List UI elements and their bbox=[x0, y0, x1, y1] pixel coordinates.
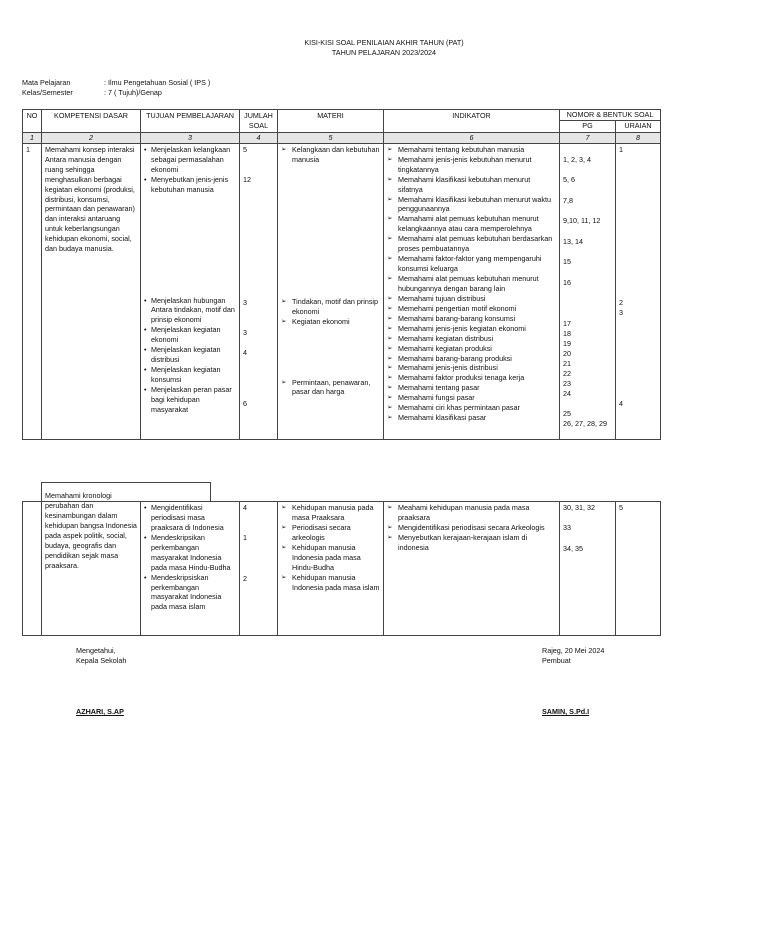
indikator-cell bbox=[384, 502, 560, 636]
list-item: • Menjelaskan kegiatan distribusi bbox=[144, 345, 236, 365]
jumlah-soal-cell bbox=[240, 502, 278, 636]
jumlah-value: 12 bbox=[243, 174, 251, 184]
list-item: ➢ Memahami jenis-jenis distribusi bbox=[387, 363, 556, 373]
document-subtitle: TAHUN PELAJARAN 2023/2024 bbox=[331, 48, 437, 57]
col-number: 6 bbox=[384, 132, 560, 143]
col-number: 5 bbox=[278, 132, 384, 143]
uraian-cell bbox=[616, 502, 661, 636]
header-tujuan: TUJUAN PEMBELAJARAN bbox=[141, 110, 240, 133]
materi-cell bbox=[278, 143, 384, 439]
pg-value: 25 bbox=[563, 408, 571, 418]
class-label: Kelas/Semester bbox=[22, 88, 73, 97]
list-item: ➢ Memahami tentang pasar bbox=[387, 383, 556, 393]
pg-cell bbox=[560, 502, 616, 636]
list-item: ➢ Menyebutkan kerajaan-kerajaan islam di indonesia bbox=[387, 533, 556, 553]
jumlah-value: 1 bbox=[243, 533, 247, 542]
list-item: ➢ Meahami kehidupan manusia pada masa praaksara bbox=[387, 503, 556, 523]
pg-value: 34, 35 bbox=[563, 544, 583, 553]
list-item: ➢ Memahami fungsi pasar bbox=[387, 393, 556, 403]
principal-name: AZHARI, S.AP bbox=[76, 707, 124, 716]
kisi-kisi-table-continued bbox=[22, 491, 661, 636]
row-number bbox=[23, 502, 42, 636]
pg-value: 15 bbox=[563, 256, 571, 266]
list-item: • Mengidentifikasi periodisasi masa praaksara di Indonesia bbox=[144, 503, 236, 533]
pg-value: 30, 31, 32 bbox=[563, 503, 595, 512]
list-item: • Menjelaskan kegiatan ekonomi bbox=[144, 325, 236, 345]
jumlah-value: 4 bbox=[243, 347, 247, 357]
list-item: ➢ Mamahami alat pemuas kebutuhan menurut kelangkaannya atau cara memperolehnya bbox=[387, 214, 556, 234]
header-jumlah-soal: JUMLAH SOAL bbox=[240, 110, 278, 133]
header-indikator: INDIKATOR bbox=[384, 110, 560, 133]
list-item: ➢ Memahami alat pemuas kebutuhan menurut hubungannya dengan barang lain bbox=[387, 274, 556, 294]
materi-cell bbox=[278, 502, 384, 636]
pg-value: 19 bbox=[563, 338, 571, 348]
kompetensi-dasar-cell: Memahami konsep interaksi Antara manusia dengan ruang sehingga menghasulkan berbagai kegiatan ekonomi (produksi, distribusi, konsumsi, permintaan dan penawaran) dan interaksi antaruang untuk keberlangsungan kehidupan ekonomi, social, dan budaya manusia. bbox=[42, 143, 141, 439]
indikator-cell bbox=[384, 143, 560, 439]
jumlah-value: 5 bbox=[243, 144, 247, 154]
pg-value: 26, 27, 28, 29 bbox=[563, 418, 607, 428]
pg-value: 17 bbox=[563, 318, 571, 328]
list-item: ➢ Memahami jenis-jenis kegiatan ekonomi bbox=[387, 324, 556, 334]
principal-label: Kepala Sekolah bbox=[76, 656, 127, 665]
col-number: 4 bbox=[240, 132, 278, 143]
jumlah-value: 2 bbox=[243, 574, 247, 583]
kompetensi-dasar-text: Memahami kronologi perubahan dan kesinambungan dalam kehidupan bangsa Indonesia pada aspek politik, social, budaya, geografis dan pendidikan sejak masa praaksara. bbox=[45, 491, 137, 570]
list-item: ➢ Memahami ciri khas permintaan pasar bbox=[387, 403, 556, 413]
list-item: ➢ Kelangkaan dan kebutuhan manusia bbox=[281, 145, 380, 165]
list-item: ➢ Memehami pengertian motif ekonomi bbox=[387, 304, 556, 314]
row-number: 1 bbox=[23, 143, 42, 439]
list-item: ➢ Kehidupan manusia Indonesia pada masa islam bbox=[281, 573, 380, 593]
list-item: ➢ Kehidupan manusia Indonesia pada masa Hindu-Budha bbox=[281, 543, 380, 573]
list-item: ➢ Kehidupan manusia pada masa Praaksara bbox=[281, 503, 380, 523]
uraian-cell bbox=[616, 143, 661, 439]
kompetensi-dasar-cell bbox=[42, 491, 141, 636]
tujuan-cell bbox=[141, 502, 240, 636]
pg-value: 9,10, 11, 12 bbox=[563, 215, 601, 225]
list-item: ➢ Memahami barang-barang produksi bbox=[387, 354, 556, 364]
list-item: • Menjelaskan kelangkaan sebagai permasalahan ekonomi bbox=[144, 145, 236, 175]
pg-value: 23 bbox=[563, 378, 571, 388]
col-number: 8 bbox=[616, 132, 661, 143]
list-item: ➢ Memahami faktor produksi tenaga kerja bbox=[387, 373, 556, 383]
table-row bbox=[23, 502, 661, 636]
list-item: • Menjelaskan kegiatan konsumsi bbox=[144, 365, 236, 385]
list-item: ➢ Memahami kegiatan distribusi bbox=[387, 334, 556, 344]
subject-label: Mata Pelajaran bbox=[22, 78, 71, 87]
author-name: SAMIN, S.Pd.I bbox=[542, 707, 590, 716]
pg-value: 16 bbox=[563, 277, 571, 287]
jumlah-value: 3 bbox=[243, 327, 247, 337]
uraian-value: 3 bbox=[619, 307, 623, 317]
list-item: ➢ Periodisasi secara arkeologis bbox=[281, 523, 380, 543]
list-item: ➢ Mengidentifikasi periodisasi secara Arkeologis bbox=[387, 523, 556, 533]
list-item: ➢ Memahami barang-barang konsumsi bbox=[387, 314, 556, 324]
list-item: ➢ Kegiatan ekonomi bbox=[281, 317, 380, 327]
pg-value: 1, 2, 3, 4 bbox=[563, 154, 591, 164]
pg-value: 22 bbox=[563, 368, 571, 378]
col-number: 3 bbox=[141, 132, 240, 143]
acknowledged-label: Mengetahui, bbox=[76, 646, 116, 655]
jumlah-soal-cell bbox=[240, 143, 278, 439]
list-item: ➢ Memahami klasifikasi kebutuhan menurut waktu penggunaannya bbox=[387, 195, 556, 215]
list-item: ➢ Memahami tentang kebutuhan manusia bbox=[387, 145, 556, 155]
place-date: Rajeg, 20 Mei 2024 bbox=[542, 646, 605, 655]
pg-value: 20 bbox=[563, 348, 571, 358]
header-no: NO bbox=[23, 110, 42, 133]
list-item: ➢ Permintaan, penawaran, pasar dan harga bbox=[281, 378, 380, 398]
pg-value: 21 bbox=[563, 358, 571, 368]
pg-value: 5, 6 bbox=[563, 174, 575, 184]
list-item: ➢ Memahami jenis-jenis kebutuhan menurut tingkatannya bbox=[387, 155, 556, 175]
list-item: ➢ Memahami alat pemuas kebutuhan berdasarkan proses pembuatannya bbox=[387, 234, 556, 254]
header-kompetensi-dasar: KOMPETENSI DASAR bbox=[42, 110, 141, 133]
header-nomor-bentuk: NOMOR & BENTUK SOAL bbox=[560, 110, 661, 121]
list-item: ➢ Memahami klasifikasi kebutuhan menurut sifatnya bbox=[387, 175, 556, 195]
list-item: • Mendeskripsiskan perkembangan masyarakat Indonesia pada masa islam bbox=[144, 573, 236, 613]
jumlah-value: 4 bbox=[243, 503, 247, 512]
subject-value: : Ilmu Pengetahuan Sosial ( IPS ) bbox=[104, 78, 211, 87]
uraian-value: 5 bbox=[619, 503, 623, 512]
list-item: ➢ Memahami klasifikasi pasar bbox=[387, 413, 556, 423]
header-uraian: URAIAN bbox=[616, 121, 661, 132]
header-materi: MATERI bbox=[278, 110, 384, 133]
jumlah-value: 6 bbox=[243, 398, 247, 408]
col-number: 1 bbox=[23, 132, 42, 143]
kisi-kisi-table bbox=[22, 109, 661, 440]
col-number: 7 bbox=[560, 132, 616, 143]
header-pg: PG bbox=[560, 121, 616, 132]
pg-value: 24 bbox=[563, 388, 571, 398]
list-item: • Mendeskripsikan perkembangan masyarakat Indonesia pada masa Hindu-Budha bbox=[144, 533, 236, 573]
list-item: • Menjelaskan peran pasar bagi kehidupan masyarakat bbox=[144, 385, 236, 415]
class-value: : 7 ( Tujuh)/Genap bbox=[104, 88, 162, 97]
pg-value: 33 bbox=[563, 523, 571, 532]
header-row bbox=[23, 110, 661, 121]
uraian-value: 4 bbox=[619, 398, 623, 408]
list-item: ➢ Tindakan, motif dan prinsip ekonomi bbox=[281, 297, 380, 317]
pg-cell bbox=[560, 143, 616, 439]
list-item: • Menyebutkan jenis-jenis kebutuhan manusia bbox=[144, 175, 236, 195]
list-item: • Menjelaskan hubungan Antara tindakan, motif dan prinsip ekonomi bbox=[144, 296, 236, 326]
list-item: ➢ Memahami kegiatan produksi bbox=[387, 344, 556, 354]
pg-value: 7,8 bbox=[563, 195, 573, 205]
tujuan-cell bbox=[141, 143, 240, 439]
uraian-value: 1 bbox=[619, 144, 623, 154]
col-number: 2 bbox=[42, 132, 141, 143]
list-item: ➢ Memahami faktor-faktor yang mempengaruhi konsumsi keluarga bbox=[387, 254, 556, 274]
jumlah-value: 3 bbox=[243, 297, 247, 307]
column-number-row bbox=[23, 132, 661, 143]
document-title: KISI-KISI SOAL PENILAIAN AKHIR TAHUN (PAT) bbox=[304, 38, 464, 47]
pg-value: 18 bbox=[563, 328, 571, 338]
table-row bbox=[23, 143, 661, 439]
uraian-value: 2 bbox=[619, 297, 623, 307]
list-item: ➢ Memahami tujuan distribusi bbox=[387, 294, 556, 304]
author-label: Pembuat bbox=[542, 656, 571, 665]
pg-value: 13, 14 bbox=[563, 236, 583, 246]
